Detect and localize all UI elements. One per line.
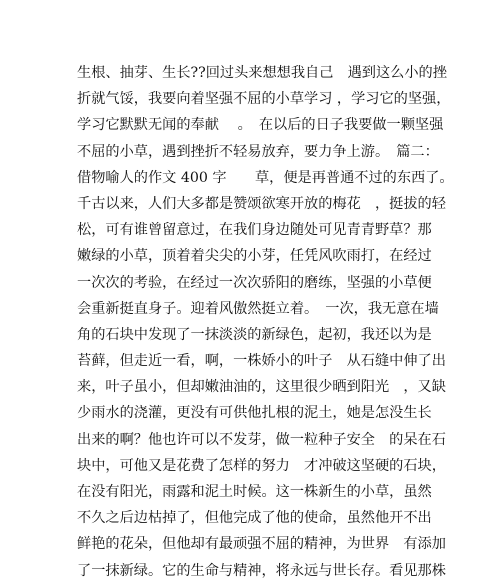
text-line: 一次次的考验，在经过一次次骄阳的磨练，坚强的小草便 [77,274,432,291]
text-line: 生根、抽芽、生长??回过头来想想我自己 遇到这么小的挫 [77,65,447,81]
text-line: 少雨水的浇灌，更没有可供他扎根的泥土，她是怎没生长 [77,405,432,422]
text-line: 会重新挺直身子。迎着风傲然挺立着。 一次，我无意在墙 [77,300,439,317]
text-line-partial: 了一抹新绿。它的生命与精神，将永远与世长存。看见那株 [77,562,446,579]
essay-text [77,60,454,579]
text-line: 嫩绿的小草，顶着着尖尖的小芽，任凭风吹雨打，在经过 [77,248,432,265]
text-line: 千古以来，人们大多都是赞颂欲寒开放的梅花 ，挺拔的轻 [77,195,446,212]
text-line: 角的石块中发现了一抹淡淡的新绿色，起初，我还以为是 [77,326,432,343]
text-line: 在没有阳光，雨露和泥土时候。这一株新生的小草，虽然 [77,484,432,500]
text-line: 苔藓，但走近一看，啊，一株娇小的叶子 从石缝中伸了出 [77,353,446,370]
text-line: 折就气馁，我要向着坚强不屈的小草学习 ，学习它的坚强， [77,91,451,108]
text-line: 借物喻人的作文 400 字 草，便是再普通不过的东西了。 [77,169,454,186]
text-line: 块中，可他又是花费了怎样的努力 才冲破这坚硬的石块， [77,457,446,474]
text-line: 出来的啊？他也许可以不发芽，做一粒种子安全 的呆在石 [77,431,446,448]
text-line: 学习它默默无闻的奉献 。 在以后的日子我要做一颗坚强 [77,117,444,134]
text-line: 来，叶子虽小，但却嫩油油的，这里很少晒到阳光 ，又缺 [77,379,446,396]
text-line: 不久之后边枯掉了，但他完成了他的使命，虽然他开不出 [77,510,432,527]
text-line: 鲜艳的花朵，但他却有最顽强不屈的精神，为世界 有添加 [77,536,446,553]
text-line: 不屈的小草，遇到挫折不轻易放弃，要力争上游。 篇二： [77,143,439,160]
text-line: 松，可有谁曾留意过，在我们身边随处可见青青野草？那 [77,222,432,239]
